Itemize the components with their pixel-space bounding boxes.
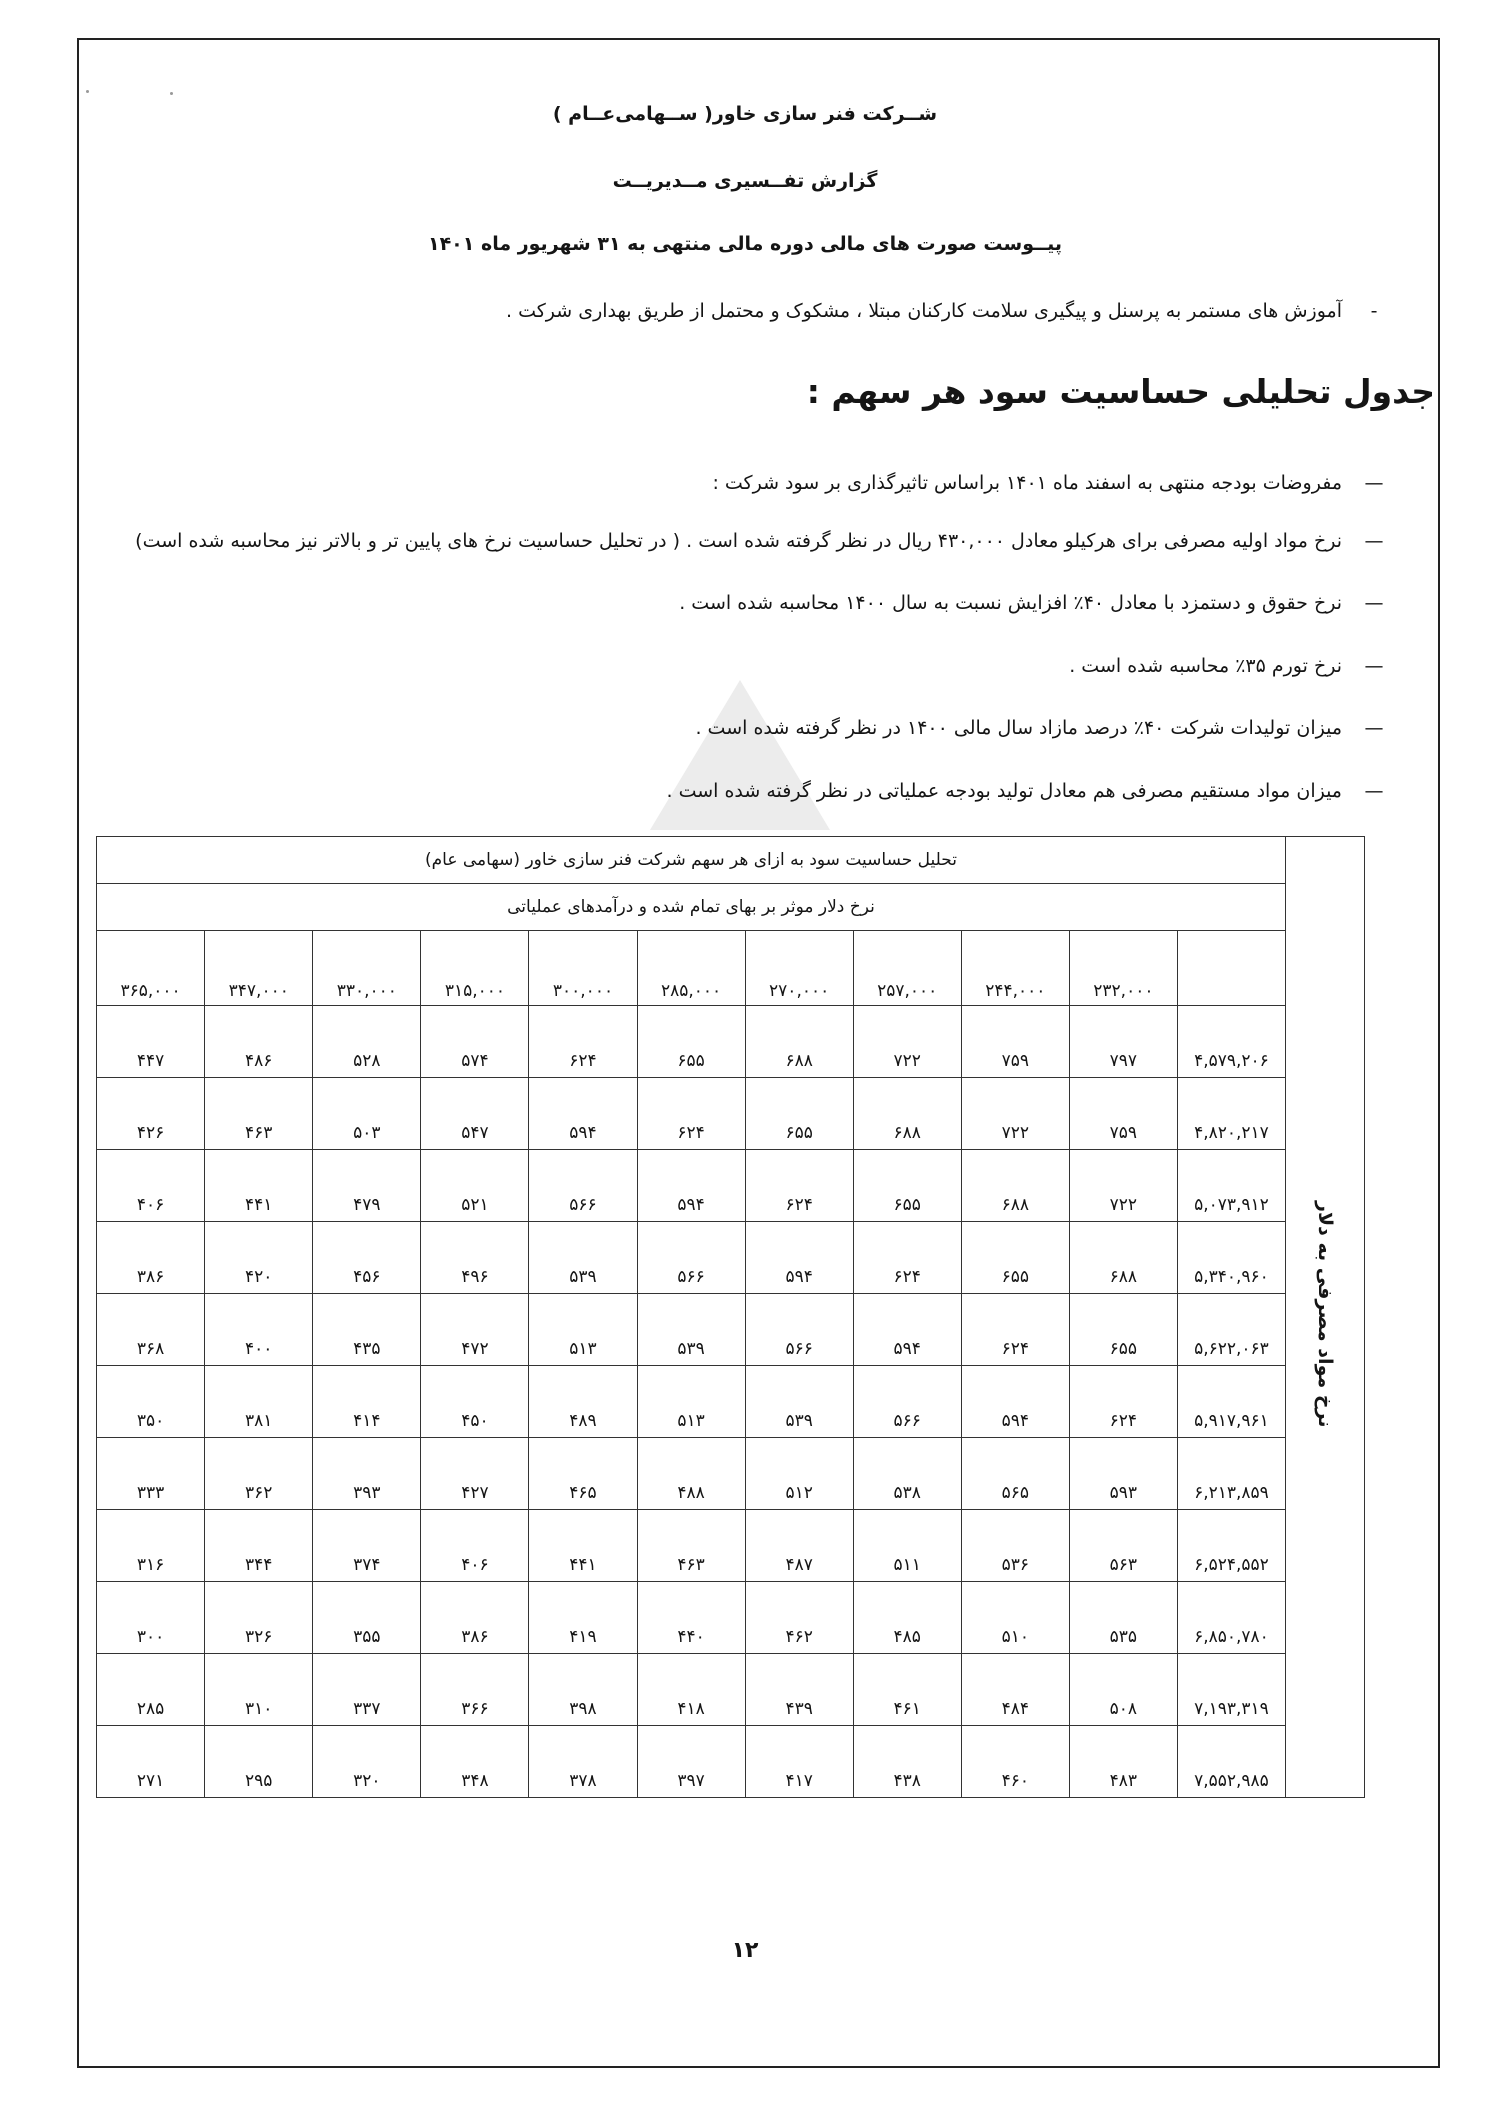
table-cell: ۴۵۰	[421, 1366, 529, 1438]
table-cell: ۴۴۱	[529, 1510, 637, 1582]
table-cell: ۴۹۶	[421, 1222, 529, 1294]
table-cell: ۴۲۰	[205, 1222, 313, 1294]
report-title: گزارش تفــسیری مــدیریــت	[612, 170, 878, 192]
table-cell: ۵۰۸	[1069, 1654, 1177, 1726]
table-cell: ۵۹۴	[745, 1222, 853, 1294]
row-label: ۵,۳۴۰,۹۶۰	[1177, 1222, 1285, 1294]
table-cell: ۵۳۹	[745, 1366, 853, 1438]
table-cell: ۵۹۴	[961, 1366, 1069, 1438]
column-header: ۲۸۵,۰۰۰	[637, 931, 745, 1006]
table-cell: ۴۸۳	[1069, 1726, 1177, 1798]
row-axis-label	[1286, 837, 1365, 1798]
table-cell: ۶۵۵	[961, 1222, 1069, 1294]
intro-bullet	[90, 300, 1390, 322]
column-header-row	[97, 931, 1365, 1006]
table-cell: ۵۳۹	[529, 1222, 637, 1294]
table-cell: ۴۶۳	[637, 1510, 745, 1582]
table-cell: ۳۲۰	[313, 1726, 421, 1798]
table-cell: ۴۶۱	[853, 1654, 961, 1726]
table-cell: ۷۲۲	[1069, 1150, 1177, 1222]
table-cell: ۶۲۴	[1069, 1366, 1177, 1438]
table-cell: ۶۵۵	[637, 1006, 745, 1078]
table-cell: ۶۵۵	[853, 1150, 961, 1222]
table-cell: ۵۶۵	[961, 1438, 1069, 1510]
table-cell: ۶۲۴	[853, 1222, 961, 1294]
table-row	[97, 1438, 1365, 1510]
table-cell: ۷۲۲	[961, 1078, 1069, 1150]
table-cell: ۵۳۸	[853, 1438, 961, 1510]
corner-cell	[1177, 931, 1285, 1006]
column-header: ۳۶۵,۰۰۰	[97, 931, 205, 1006]
table-cell: ۵۹۴	[853, 1294, 961, 1366]
table-cell: ۶۲۴	[529, 1006, 637, 1078]
watermark-logo	[650, 680, 830, 830]
table-cell: ۵۳۹	[637, 1294, 745, 1366]
table-cell: ۳۸۶	[97, 1222, 205, 1294]
table-cell: ۴۲۷	[421, 1438, 529, 1510]
table-cell: ۵۹۳	[1069, 1438, 1177, 1510]
table-cell: ۳۶۸	[97, 1294, 205, 1366]
row-label: ۶,۵۲۴,۵۵۲	[1177, 1510, 1285, 1582]
table-cell: ۴۳۸	[853, 1726, 961, 1798]
table-cell: ۴۶۲	[745, 1582, 853, 1654]
sensitivity-table	[96, 836, 1365, 1798]
scan-speck	[86, 90, 89, 93]
table-cell: ۵۶۶	[637, 1222, 745, 1294]
table-row	[97, 1726, 1365, 1798]
row-label: ۴,۸۲۰,۲۱۷	[1177, 1078, 1285, 1150]
table-cell: ۶۲۴	[745, 1150, 853, 1222]
bullet-dash: -	[1370, 300, 1378, 322]
table-cell: ۶۸۸	[853, 1078, 961, 1150]
table-cell: ۳۵۰	[97, 1366, 205, 1438]
table-cell: ۳۳۷	[313, 1654, 421, 1726]
assumption-item	[90, 592, 1390, 614]
row-label: ۵,۰۷۳,۹۱۲	[1177, 1150, 1285, 1222]
table-cell: ۳۴۸	[421, 1726, 529, 1798]
table-cell: ۵۳۵	[1069, 1582, 1177, 1654]
bullet-dash: —	[1364, 655, 1384, 677]
table-cell: ۴۷۹	[313, 1150, 421, 1222]
table-cell: ۴۱۸	[637, 1654, 745, 1726]
table-cell: ۵۰۳	[313, 1078, 421, 1150]
table-cell: ۵۶۶	[529, 1150, 637, 1222]
column-header: ۳۱۵,۰۰۰	[421, 931, 529, 1006]
column-header: ۳۰۰,۰۰۰	[529, 931, 637, 1006]
table-cell: ۶۸۸	[961, 1150, 1069, 1222]
table-row	[97, 1654, 1365, 1726]
section-title: جدول تحلیلی حساسیت سود هر سهم :	[806, 372, 1435, 411]
table-cell: ۵۶۶	[745, 1294, 853, 1366]
table-cell: ۴۴۰	[637, 1582, 745, 1654]
table-cell: ۶۸۸	[745, 1006, 853, 1078]
intro-bullet-text: آموزش های مستمر به پرسنل و پیگیری سلامت کارکنان مبتلا ، مشکوک و محتمل از طریق بهداری شرکت .	[505, 300, 1342, 322]
table-cell: ۵۴۷	[421, 1078, 529, 1150]
table-cell: ۶۲۴	[637, 1078, 745, 1150]
table-cell: ۳۱۰	[205, 1654, 313, 1726]
table-cell: ۶۵۵	[745, 1078, 853, 1150]
table-cell: ۷۵۹	[961, 1006, 1069, 1078]
assumption-item	[90, 717, 1390, 739]
table-cell: ۴۶۵	[529, 1438, 637, 1510]
column-header: ۳۳۰,۰۰۰	[313, 931, 421, 1006]
table-cell: ۵۱۳	[637, 1366, 745, 1438]
table-cell: ۲۷۱	[97, 1726, 205, 1798]
assumption-item	[90, 780, 1390, 802]
table-cell: ۴۴۱	[205, 1150, 313, 1222]
table-cell: ۴۸۸	[637, 1438, 745, 1510]
table-cell: ۵۶۶	[853, 1366, 961, 1438]
row-label: ۶,۲۱۳,۸۵۹	[1177, 1438, 1285, 1510]
assumption-item	[90, 655, 1390, 677]
row-label: ۶,۸۵۰,۷۸۰	[1177, 1582, 1285, 1654]
table-cell: ۲۹۵	[205, 1726, 313, 1798]
column-header: ۲۵۷,۰۰۰	[853, 931, 961, 1006]
assumption-text: مفروضات بودجه منتهی به اسفند ماه ۱۴۰۱ براساس تاثیرگذاری بر سود شرکت :	[712, 472, 1342, 494]
table-cell: ۵۱۰	[961, 1582, 1069, 1654]
table-cell: ۳۶۶	[421, 1654, 529, 1726]
table-row	[97, 1078, 1365, 1150]
table-cell: ۴۵۶	[313, 1222, 421, 1294]
table-row	[97, 1366, 1365, 1438]
assumption-item	[90, 472, 1390, 494]
table-cell: ۳۴۴	[205, 1510, 313, 1582]
table-cell: ۳۶۲	[205, 1438, 313, 1510]
assumption-item	[90, 530, 1390, 552]
table-cell: ۴۰۰	[205, 1294, 313, 1366]
bullet-dash: —	[1364, 530, 1384, 552]
row-label: ۵,۹۱۷,۹۶۱	[1177, 1366, 1285, 1438]
table-cell: ۲۸۵	[97, 1654, 205, 1726]
row-label: ۴,۵۷۹,۲۰۶	[1177, 1006, 1285, 1078]
table-cell: ۳۳۳	[97, 1438, 205, 1510]
row-label: ۷,۵۵۲,۹۸۵	[1177, 1726, 1285, 1798]
table-cell: ۳۹۸	[529, 1654, 637, 1726]
table-cell: ۳۸۱	[205, 1366, 313, 1438]
table-cell: ۴۳۹	[745, 1654, 853, 1726]
table-cell: ۴۳۵	[313, 1294, 421, 1366]
table-cell: ۳۹۷	[637, 1726, 745, 1798]
table-cell: ۷۵۹	[1069, 1078, 1177, 1150]
table-cell: ۴۶۰	[961, 1726, 1069, 1798]
table-cell: ۶۸۸	[1069, 1222, 1177, 1294]
table-cell: ۴۸۹	[529, 1366, 637, 1438]
page-number: ۱۲	[731, 1938, 759, 1963]
scan-speck	[170, 92, 173, 95]
table-cell: ۷۹۷	[1069, 1006, 1177, 1078]
row-label: ۵,۶۲۲,۰۶۳	[1177, 1294, 1285, 1366]
table-cell: ۴۱۴	[313, 1366, 421, 1438]
table-cell: ۵۱۲	[745, 1438, 853, 1510]
table-cell: ۳۷۸	[529, 1726, 637, 1798]
column-header: ۲۷۰,۰۰۰	[745, 931, 853, 1006]
row-label: ۷,۱۹۳,۳۱۹	[1177, 1654, 1285, 1726]
table-cell: ۴۱۹	[529, 1582, 637, 1654]
row-axis-text: نرخ مواد مصرفی به دلار	[1314, 1201, 1336, 1428]
assumption-text: میزان مواد مستقیم مصرفی هم معادل تولید بودجه عملیاتی در نظر گرفته شده است .	[666, 780, 1342, 802]
table-cell: ۵۷۴	[421, 1006, 529, 1078]
table-row	[97, 1222, 1365, 1294]
table-row	[97, 1150, 1365, 1222]
table-cell: ۵۹۴	[637, 1150, 745, 1222]
table-cell: ۴۰۶	[97, 1150, 205, 1222]
table-cell: ۴۸۶	[205, 1006, 313, 1078]
table-cell: ۳۹۳	[313, 1438, 421, 1510]
table-cell: ۴۸۴	[961, 1654, 1069, 1726]
assumption-text: نرخ تورم ۳۵٪ محاسبه شده است .	[1069, 655, 1342, 677]
bullet-dash: —	[1364, 472, 1384, 494]
assumption-text: نرخ مواد اولیه مصرفی برای هرکیلو معادل ۴۳۰,۰۰۰ ریال در نظر گرفته شده است . ( در تحلیل حساسیت نرخ های پایین تر و بالاتر نیز محاسبه شده است)	[135, 530, 1342, 552]
table-cell: ۳۸۶	[421, 1582, 529, 1654]
table-cell: ۵۳۶	[961, 1510, 1069, 1582]
table-cell: ۳۰۰	[97, 1582, 205, 1654]
assumption-text: میزان تولیدات شرکت ۴۰٪ درصد مازاد سال مالی ۱۴۰۰ در نظر گرفته شده است .	[695, 717, 1342, 739]
column-header: ۲۴۴,۰۰۰	[961, 931, 1069, 1006]
table-cell: ۳۲۶	[205, 1582, 313, 1654]
table-cell: ۴۲۶	[97, 1078, 205, 1150]
company-name: شــرکت فنر سازی خاور( ســهامی‌عــام )	[552, 103, 938, 125]
bullet-dash: —	[1364, 717, 1384, 739]
column-header: ۳۴۷,۰۰۰	[205, 931, 313, 1006]
table-cell: ۶۵۵	[1069, 1294, 1177, 1366]
table-cell: ۴۸۷	[745, 1510, 853, 1582]
table-cell: ۴۱۷	[745, 1726, 853, 1798]
bullet-dash: —	[1364, 780, 1384, 802]
table-row	[97, 1510, 1365, 1582]
table-row	[97, 1582, 1365, 1654]
report-period: پیــوست صورت های مالی دوره مالی منتهی به ۳۱ شهریور ماه ۱۴۰۱	[427, 233, 1063, 255]
table-row	[97, 1294, 1365, 1366]
table-cell: ۴۴۷	[97, 1006, 205, 1078]
table-cell: ۵۲۱	[421, 1150, 529, 1222]
table-cell: ۳۷۴	[313, 1510, 421, 1582]
table-cell: ۵۱۱	[853, 1510, 961, 1582]
bullet-dash: —	[1364, 592, 1384, 614]
table-cell: ۵۱۳	[529, 1294, 637, 1366]
table-cell: ۷۲۲	[853, 1006, 961, 1078]
column-axis-label: نرخ دلار موثر بر بهای تمام شده و درآمدهای عملیاتی	[97, 884, 1286, 931]
table-cell: ۳۵۵	[313, 1582, 421, 1654]
table-title: تحلیل حساسیت سود به ازای هر سهم شرکت فنر سازی خاور (سهامی عام)	[97, 837, 1286, 884]
assumption-text: نرخ حقوق و دستمزد با معادل ۴۰٪ افزایش نسبت به سال ۱۴۰۰ محاسبه شده است .	[679, 592, 1342, 614]
table-cell: ۶۲۴	[961, 1294, 1069, 1366]
table-cell: ۴۰۶	[421, 1510, 529, 1582]
table-cell: ۵۲۸	[313, 1006, 421, 1078]
table-cell: ۵۶۳	[1069, 1510, 1177, 1582]
table-row	[97, 1006, 1365, 1078]
table-cell: ۵۹۴	[529, 1078, 637, 1150]
column-header: ۲۳۲,۰۰۰	[1069, 931, 1177, 1006]
table-cell: ۴۶۳	[205, 1078, 313, 1150]
table-cell: ۴۸۵	[853, 1582, 961, 1654]
table-cell: ۳۱۶	[97, 1510, 205, 1582]
table-cell: ۴۷۲	[421, 1294, 529, 1366]
